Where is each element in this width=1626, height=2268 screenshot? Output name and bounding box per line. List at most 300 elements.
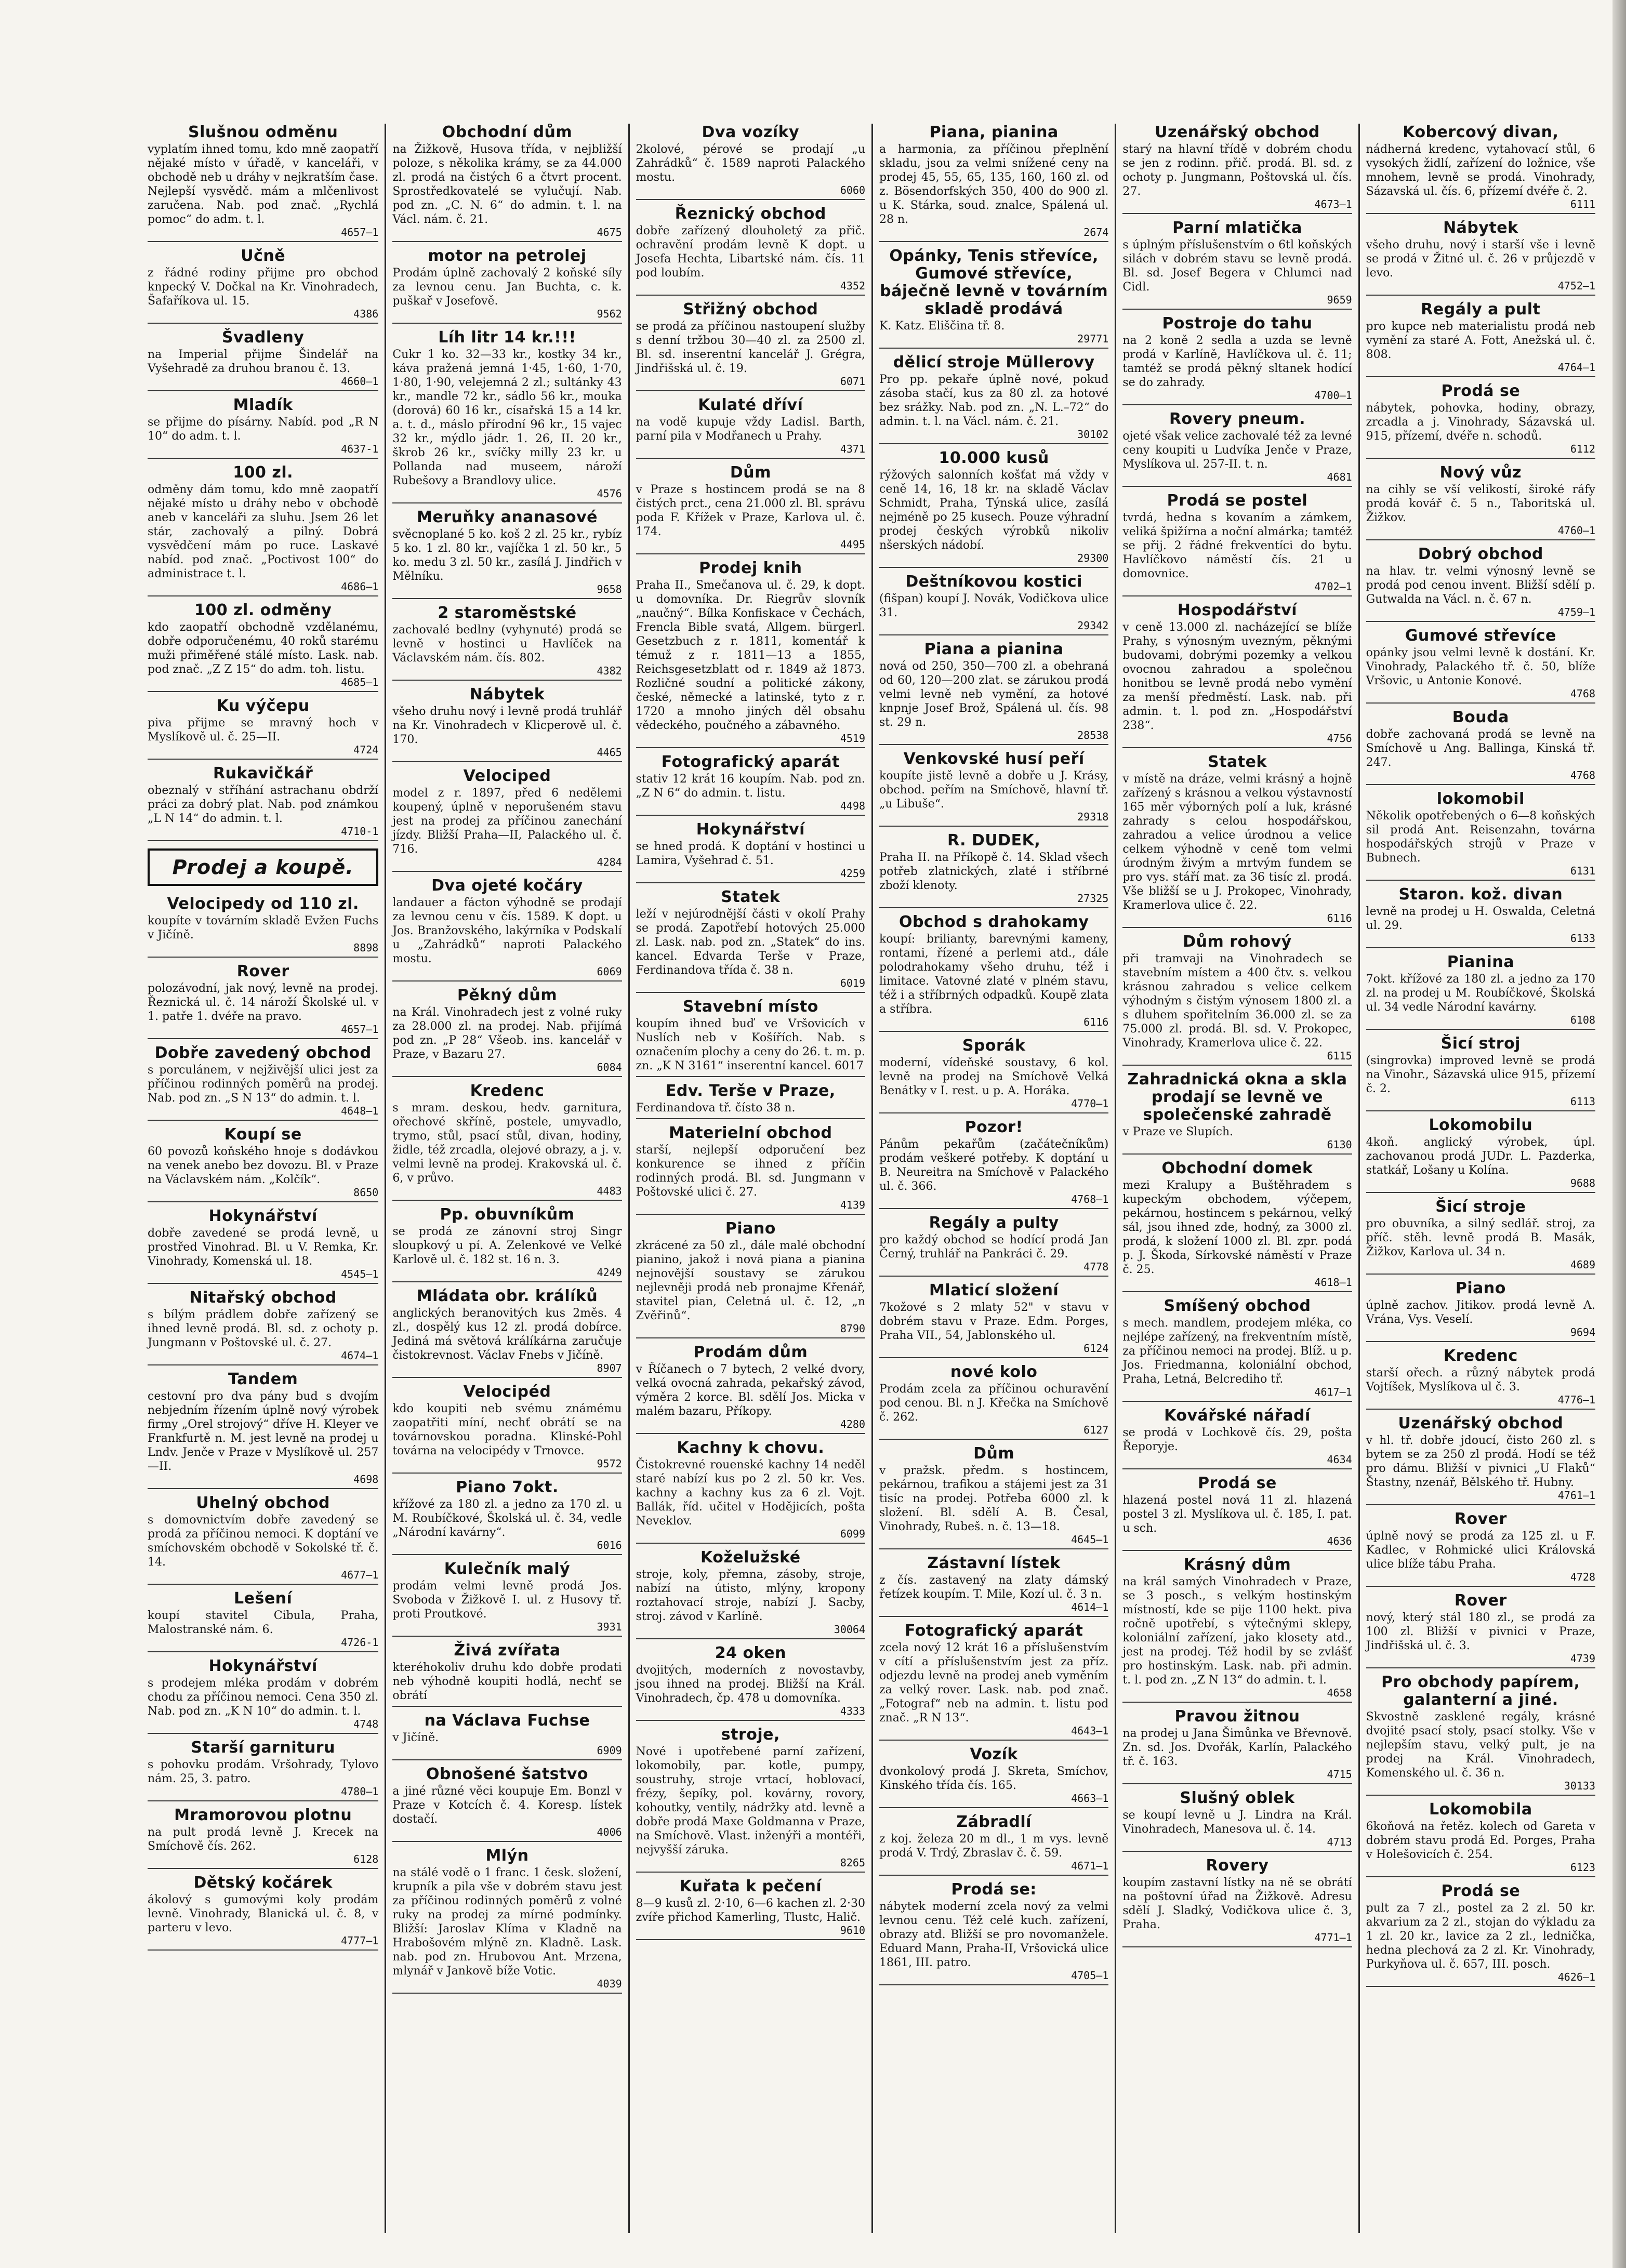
classified-ad: [392, 987, 622, 1077]
ad-text: dobře zařízený dlouholetý za přič. ochravění prodám levně K dopt. u Josefa Hechta, Libartské nám. čís. 11 pod loubím.: [636, 224, 865, 280]
ad-code: 4705—1: [1071, 1969, 1109, 1982]
classified-ad: [1366, 219, 1595, 296]
ad-text: z koj. železa 20 m dl., 1 m vys. levně prodá V. Trdý, Zbraslav č. č. 59.: [879, 1833, 1109, 1860]
classified-ad: [148, 1739, 378, 1801]
ad-text: cestovní pro dva pány bud s dvojím nebjedním řízením úplně nový výrobek firmy „Orel strojový“ dříve H. Kleyer ve Frankfurtě n. M. jest levně na prodej u Lndv. Jenče v Praze v Myslíkově ul. 257—II.: [148, 1390, 379, 1473]
ad-code: 4645—1: [1071, 1533, 1109, 1546]
classified-ad: [1366, 709, 1595, 785]
ad-code: 4752—1: [1557, 280, 1595, 292]
ad-title: Meruňky ananasové: [417, 508, 598, 526]
ad-title: 100 zl.: [233, 463, 294, 482]
ad-title: Smíšený obchod: [1164, 1297, 1311, 1315]
ad-code: 6060: [840, 184, 865, 196]
classified-ad: [148, 464, 378, 596]
ad-text: model z r. 1897, před 6 nedělemi koupený, úplně v neporušeném stavu jest na prodej za příčinou zanechání jízdy. Bližší Praha—II, Palackého ul. č. 716.: [392, 787, 622, 856]
ad-code: 4728: [1570, 1571, 1595, 1583]
ad-code: 4614—1: [1071, 1601, 1109, 1613]
ad-title: 10.000 kusů: [938, 449, 1049, 467]
ad-title: Materielní obchod: [669, 1124, 832, 1142]
column-5: [1115, 124, 1358, 2233]
column-3: [628, 124, 871, 2233]
classified-ad: [879, 124, 1108, 242]
ad-title: Rover: [236, 962, 289, 980]
ad-title: Rovery pneum.: [1169, 410, 1306, 428]
ad-code: 6127: [1083, 1424, 1109, 1436]
ad-text: levně na prodej u H. Oswalda, Celetná ul. 29.: [1366, 905, 1595, 932]
ad-text: na Imperial přijme Šindelář na Vyšehradě za druhou branou č. 13.: [148, 348, 379, 375]
classified-ad: [1366, 790, 1595, 881]
ad-text: se prodá ze zánovní stroj Singr sloupkový u pí. A. Zelenkové ve Velké Karlově ul. č. 182 st. 16 n. 3.: [392, 1225, 622, 1266]
ad-text: starší ořech. a různý nábytek prodá Vojtíšek, Myslíkova ul č. 3.: [1366, 1367, 1595, 1394]
classified-ad: [148, 1590, 378, 1652]
ad-code: 4006: [597, 1826, 622, 1838]
ad-title: Fotografický aparát: [905, 1622, 1083, 1640]
ad-code: 4715: [1327, 1768, 1352, 1781]
ad-code: 4710-1: [341, 825, 379, 838]
ad-text: na král samých Vinohradech v Praze, se 3 posch., s velkým hostinským místností, kde se pije 1100 hekt. piva ročně upotřebí, s výtečnými sklepy, koloniální zařízení, jako klosety atd., jest na prodej. Též hodil by se zvlášť pro hostinským. Lask. nab. při admin. t. l. pod zn. „Z N 13“ do admin. t. l.: [1122, 1575, 1352, 1687]
ad-title: Koupí se: [224, 1125, 302, 1144]
ad-title: Obnošené šatstvo: [426, 1765, 589, 1783]
ad-text: Praha II., Smečanova ul. č. 29, k dopt. u domovníka. Dr. Riegrův slovník „naučný“. Bílka Konfiskace v Čechách, Frencla Bible svatá, Allgem. bürgerl. Gesetzbuch z r. 1811, komentář k témuž z r. 1811—13 a 1855, Reichsgesetzblatt od r. 1849 až 1873. Rozličné soudní a politické zákony, české, německé a latinské, tyto z r. 1720 a mnoho jiných děl obsahu vědeckého, poučného a zábavného.: [636, 579, 865, 732]
ad-title: Vozík: [970, 1745, 1018, 1763]
ad-code: 4724: [353, 744, 379, 756]
ad-title: Slušný oblek: [1180, 1789, 1295, 1807]
ad-code: 4768—1: [1071, 1193, 1109, 1205]
ad-title: Uzenářský obchod: [1155, 124, 1320, 141]
ad-code: 4673—1: [1314, 198, 1352, 210]
ad-title: Slušnou odměnu: [188, 124, 338, 141]
classified-ad: [1366, 1801, 1595, 1877]
classified-ad: [1122, 1708, 1352, 1784]
ad-code: 6113: [1570, 1095, 1595, 1108]
ad-title: motor na petrolej: [428, 247, 587, 265]
ad-text: odměny dám tomu, kdo mně zaopatří nějaké místo u dráhy nebo v obchodě aneb v kanceláři za sluhu. Jsem 26 let stár, zachovalý a pilný. Dobrá vysvědčení mám po ruce. Laskavé nabíd. pod znač. „Poctivost 100“ do administrace t. l.: [148, 483, 379, 580]
ad-code: 4771—1: [1314, 1931, 1352, 1944]
ad-code: 6112: [1570, 443, 1595, 455]
classified-ad: [392, 877, 622, 982]
classified-ad: [1366, 124, 1595, 214]
classified-ad: [392, 767, 622, 872]
ad-title: Pro obchody papírem, galanterní a jiné.: [1381, 1673, 1580, 1709]
ad-text: piva přijme se mravný hoch v Myslíkově ul. č. 25—II.: [148, 717, 379, 744]
ad-text: a harmonia, za příčinou přeplnění skladu, jsou za velmi snížené ceny na prodej 45, 55, 65, 135, 160, 160 zl. od z. Bösendorfských 350, 400 do 900 zl. u K. Stárka, soud. znalce, Spálená ul. 28 n.: [879, 143, 1109, 226]
classified-ad: [392, 1479, 622, 1555]
ad-code: 2674: [1083, 226, 1109, 238]
classified-ad: [636, 1220, 865, 1338]
ad-text: v ceně 13.000 zl. nacházející se blíže Prahy, s výnosným uvezným, pěknými budovami, dobrými pozemky a velkou ovocnou zahradou a společnou honitbou se levně prodá nebo vymění za menší předměstí. Lask. nab. při admin. t. l. pod zn. „Hospodářství 238“.: [1122, 621, 1352, 732]
ad-title: Piano: [725, 1219, 776, 1238]
ad-text: nový, který stál 180 zl., se prodá za 100 zl. Bližší v pivnici v Praze, Jindřišská ul. č. 3.: [1366, 1611, 1595, 1652]
ad-title: Dobrý obchod: [1418, 545, 1543, 563]
ad-code: 4519: [840, 732, 865, 745]
classified-ad: [636, 396, 865, 459]
classified-ad: [636, 1549, 865, 1639]
ad-text: dobře zachovaná prodá se levně na Smíchově u Ang. Ballinga, Kinská tř. 247.: [1366, 728, 1595, 769]
ad-text: kdo koupiti neb svému známému zaopatřiti míní, nechť obrátí se na továrnovskou poradna. Klinské-Pohl továrna na velocipédy v Trnovce.: [392, 1402, 622, 1457]
ad-text: při tramvaji na Vinohradech se stavebním místem a 400 čtv. s. velkou krásnou zahradou s velice celkem výhodným s čistým výnosem 1800 zl. a s dluhem spořitelním 36.000 zl. se za 75.000 zl. prodá. Bl. sd. V. Prokopec, Vinohrady, Kramerlova ulice č. 22.: [1122, 952, 1352, 1050]
ad-title: Dva ojeté kočáry: [431, 877, 583, 895]
classified-ad: [392, 329, 622, 503]
classified-ad: [636, 560, 865, 748]
ad-title: Gumové střevíce: [1405, 627, 1556, 645]
classified-ad: [636, 821, 865, 883]
classified-ad: [636, 464, 865, 554]
ad-title: Piana, pianina: [929, 124, 1059, 141]
ad-title: Hokynářství: [208, 1657, 318, 1675]
classified-ad: [392, 1847, 622, 1994]
ad-code: 6123: [1570, 1861, 1595, 1874]
classified-ad: [392, 1766, 622, 1842]
ad-title: Prodá se:: [951, 1880, 1037, 1899]
ad-title: Rovery: [1206, 1856, 1269, 1875]
ad-text: stativ 12 krát 16 koupím. Nab. pod zn. „Z N 6“ do admin. t. listu.: [636, 773, 865, 800]
ad-code: 4760—1: [1557, 524, 1595, 537]
ad-text: se hned prodá. K doptání v hostinci u Lamira, Vyšehrad č. 51.: [636, 840, 865, 867]
ad-text: a jiné různé věci koupuje Em. Bonzl v Praze v Kotcích č. 4. Koresp. lístek dostačí.: [392, 1785, 622, 1826]
ad-text: koupím ihned buď ve Vršovicích v Nuslích neb v Košířích. Nab. s označením plochy a ceny do 26. t. m. p. zn. „K N 3161“ inserentní kancel. 6017: [636, 1017, 865, 1072]
ad-text: ákolový s gumovými koly prodám levně. Vinohrady, Blanická ul. č. 8, v parteru v levo.: [148, 1893, 379, 1934]
ad-code: 4498: [840, 800, 865, 812]
ad-code: 4700—1: [1314, 389, 1352, 402]
ad-text: moderní, vídeňské soustavy, 6 kol. levně na prodej na Smíchově Velká Benátky v I. rest. u p. A. Horáka.: [879, 1056, 1109, 1097]
ad-title: Řeznický obchod: [675, 205, 826, 223]
ad-code: 9694: [1570, 1326, 1595, 1338]
classified-ad: [1122, 1297, 1352, 1402]
ad-code: 4686—1: [341, 580, 379, 593]
classified-ad: [148, 1874, 378, 1951]
ad-text: Cukr 1 ko. 32—33 kr., kostky 34 kr., káva pražená jemná 1·45, 1·60, 1·70, 1·80, 1·90, velejemná 2 zl.; sultánky 43 kr., mandle 72 kr., sádlo 56 kr., mouka (dorová) 60 16 kr., císařská 15 a 14 kr. a. t. d., máslo přírodní 96 kr., 15 vajec 32 kr., mýdlo jádr. 1. 26, II. 20 kr., škrob 26 kr., svíčky milly 23 kr. u Pollanda nad museem, nároží Rubešovy a Brandlovy ulice.: [392, 348, 622, 487]
classified-ad: [636, 888, 865, 993]
ad-title: Nábytek: [1443, 219, 1518, 237]
ad-code: 9659: [1327, 294, 1352, 306]
ad-title: Prodá se: [1441, 1882, 1521, 1900]
classified-ad: [1366, 1035, 1595, 1111]
ad-code: 4636: [1327, 1535, 1352, 1547]
classified-ad: [636, 1726, 865, 1873]
ad-title: Opánky, Tenis střevíce, Gumové střevíce, báječně levně v továrním skladě prodává: [880, 247, 1108, 318]
ad-text: leží v nejúrodnější části v okolí Prahy se prodá. Zapotřebí hotových 25.000 zl. Lask. nab. pod zn. „Statek“ do ins. kancel. Edvarda Terše v Praze, Ferdinandova třída č. 38 n.: [636, 908, 865, 977]
ad-code: 4545—1: [341, 1268, 379, 1280]
ad-title: Lokomobilu: [1429, 1116, 1533, 1134]
ad-code: 4726-1: [341, 1636, 379, 1649]
classified-ad: [148, 247, 378, 324]
ad-text: křížové za 180 zl. a jedno za 170 zl. u M. Roubíčkové, Školská ul. č. 34, vedle „Národní kavárny“.: [392, 1498, 622, 1539]
ad-text: Praha II. na Příkopě č. 14. Sklad všech potřeb zlatnických, zlaté i stříbrné zboží klenoty.: [879, 851, 1109, 892]
classified-ad: [1122, 1160, 1352, 1292]
ad-title: Piano: [1455, 1279, 1506, 1297]
classified-ad: [1122, 1407, 1352, 1469]
ad-code: 6099: [840, 1528, 865, 1540]
ad-title: Lokomobila: [1429, 1800, 1532, 1819]
ad-code: 6131: [1570, 865, 1595, 877]
classified-ad: [879, 1119, 1108, 1209]
ad-code: 9658: [597, 583, 622, 595]
ad-title: Starší garnituru: [191, 1739, 335, 1757]
ad-text: s úplným příslušenstvím o 6tl koňských silách v dobrém stavu se levně prodá. Bl. sd. Josef Begera v Chlumci nad Cidl.: [1122, 238, 1352, 294]
classified-ad: [636, 1124, 865, 1215]
ad-title: Prodá se: [1198, 1474, 1277, 1492]
classified-ad: [1366, 1510, 1595, 1587]
classified-ad: [392, 686, 622, 762]
ad-text: úplně nový se prodá za 125 zl. u F. Kadlec, v Rohmické ulici Královská ulice blíže tábu Praha.: [1366, 1530, 1595, 1571]
ad-title: Deštníkovou kostici: [905, 573, 1082, 591]
ad-text: s bílým prádlem dobře zařízený se ihned levně prodá. Bl. sd. z ochoty p. Jungmann v Poštovské ul. č. 27.: [148, 1308, 379, 1349]
classified-ad: [392, 604, 622, 681]
ad-text: se koupí levně u J. Lindra na Král. Vinohradech, Manesova ul. č. 14.: [1122, 1809, 1352, 1836]
ad-text: na 2 koně 2 sedla a uzda se levně prodá v Karlíně, Havlíčkova ul. č. 11; tamtéž se prodá pěkný sltanek hodící se do zahrady.: [1122, 334, 1352, 389]
ad-code: 4259: [840, 867, 865, 880]
ad-title: Dětský kočárek: [193, 1874, 333, 1892]
ad-text: nábytek moderní zcela nový za velmi levnou cenu. Též celé kuch. zařízení, obrazy atd. Bližší se pro novomanžele. Eduard Mann, Praha-II, Vršovická ulice 1861, III. patro.: [879, 1900, 1109, 1969]
ad-text: na pult prodá levně J. Krecek na Smíchově čís. 262.: [148, 1826, 379, 1853]
ad-title: Zástavní lístek: [927, 1554, 1061, 1572]
ad-title: Mlaticí složení: [929, 1281, 1059, 1299]
ad-title: Mramorovou plotnu: [174, 1806, 352, 1824]
classified-ad: [1122, 1475, 1352, 1551]
ad-code: 4674—1: [341, 1349, 379, 1362]
ad-code: 4675: [597, 226, 622, 238]
ad-title: Kredenc: [1443, 1347, 1518, 1365]
ad-text: koupíte jistě levně a dobře u J. Krásy, obchod. peřím na Smíchově, hlavní tř. „u Libuše“.: [879, 770, 1109, 811]
ad-code: 4386: [353, 308, 379, 320]
classified-ad: [148, 1657, 378, 1734]
ad-title: 24 oken: [715, 1644, 786, 1662]
classified-ad: [1366, 1117, 1595, 1193]
ad-code: 4759—1: [1557, 606, 1595, 618]
ad-title: Obchodní domek: [1161, 1159, 1313, 1177]
ad-code: 6909: [597, 1744, 622, 1757]
ad-code: 6016: [597, 1539, 622, 1551]
classified-ad: [636, 1644, 865, 1721]
ad-text: 7okt. křížové za 180 zl. a jedno za 170 zl. na prodej u M. Roubíčkové, Školská ul. 34 vedle Národní kavárny.: [1366, 973, 1595, 1014]
ad-code: 6116: [1327, 912, 1352, 924]
ad-code: 6116: [1083, 1016, 1109, 1028]
ad-text: všeho druhu, nový i starší vše i levně se prodá v Žitné ul. č. 26 v průjezdě v levo.: [1366, 238, 1595, 280]
ad-text: s porculánem, v nejživější ulici jest za příčinou rodinných poměrů na prodej. Nab. pod zn. „S N 13“ do admin. t. l.: [148, 1064, 379, 1105]
ad-code: 4483: [597, 1185, 622, 1197]
ad-title: Uzenářský obchod: [1398, 1414, 1564, 1433]
classified-ad: [879, 1881, 1108, 1985]
classified-ad: [1366, 886, 1595, 948]
ad-code: 4778: [1083, 1261, 1109, 1273]
ad-code: 6115: [1327, 1050, 1352, 1062]
ad-title: Pěkný dům: [457, 986, 558, 1004]
classified-ad: [879, 247, 1108, 349]
ad-text: rýžových salonních košťat má vždy v ceně 14, 16, 18 kr. na skladě Václav Schmidt, Praha, Týnská ulice, zasílá nejméně po 25 kusech. Pouze výhradní prodej českých výrobků nikoliv nšerských nádobí.: [879, 469, 1109, 552]
classified-ad: [392, 1288, 622, 1378]
ad-title: Staron. kož. divan: [1398, 885, 1563, 904]
classified-ad: [879, 1445, 1108, 1549]
classified-ad: [148, 697, 378, 760]
ad-title: Zábradlí: [956, 1813, 1032, 1831]
ad-title: Dům: [730, 463, 771, 482]
ad-title: Nitařský obchod: [189, 1289, 337, 1307]
classified-ad: [636, 205, 865, 296]
classified-ad: [1366, 1280, 1595, 1342]
classified-ad: [636, 301, 865, 391]
classified-ad: [879, 573, 1108, 635]
ad-code: 6069: [597, 965, 622, 978]
ad-title: Nábytek: [469, 685, 545, 704]
ad-text: zcela nový 12 krát 16 a příslušenstvím v cítí a příslušenstvím jest za příz. odjezdu levně na prodej aneb vyměním za velký rover. Lask. nab. pod znač. „Fotograf“ neb na admin. t. listu pod znač. „R N 13“.: [879, 1641, 1109, 1725]
ad-text: na Žižkově, Husova třída, v nejbližší poloze, s několika krámy, se za 44.000 zl. prodá na čistých 6 a čtvrt procent. Sprostředkovatelé se vylučují. Nab. pod zn. „C. N. 6“ do admin. t. l. na Václ. nám. č. 21.: [392, 143, 622, 226]
classified-ad: [1366, 301, 1595, 377]
ad-text: Pro pp. pekaře úplně nové, pokud zásoba stačí, kus za 80 zl. za hotové bez srážky. Nab. pod zn. „N. L.–72“ do admin. t. l. na Václ. nám. č. 21.: [879, 373, 1109, 428]
ad-title: Šicí stroje: [1435, 1198, 1526, 1216]
classified-ad: [1366, 627, 1595, 704]
classified-ad: [1122, 1857, 1352, 1947]
ad-title: Piano 7okt.: [456, 1478, 559, 1496]
classified-ad: [1366, 1198, 1595, 1275]
ad-text: kdo zaopatří obchodně vzdělanému, dobře odporučenému, 40 roků starému muži přiměřené stálé místo. Lask. nab. pod znač. „Z Z 15“ do adm. toh. listu.: [148, 621, 379, 676]
ad-code: 29318: [1077, 811, 1109, 823]
classified-ad: [392, 1560, 622, 1637]
ad-text: v Říčanech o 7 bytech, 2 velké dvory, velká ovocná zahrada, pekařský závod, výměra 2 korce. Bl. sdělí Jos. Micka v malém bazaru, Příkopy.: [636, 1363, 865, 1418]
column-1: [141, 124, 385, 2233]
ad-title: Kredenc: [470, 1082, 545, 1100]
classified-ad: [1122, 1556, 1352, 1703]
ad-code: 4764—1: [1557, 361, 1595, 374]
ad-text: koupíte v továrním skladě Evžen Fuchs v Jičíně.: [148, 914, 379, 941]
ad-code: 6130: [1327, 1138, 1352, 1151]
ad-title: Uhelný obchod: [196, 1494, 330, 1512]
ad-text: svěcnoplané 5 ko. koš 2 zl. 25 kr., rybíz 5 ko. 1 zl. 80 kr., vajíčka 1 zl. 50 kr., 5 ko. medu 3 zl. 50 kr., zasílá J. Jindřich v Mělníku.: [392, 528, 622, 583]
classified-ad: [636, 1878, 865, 1940]
classified-ad: [879, 1813, 1108, 1876]
ad-code: 30133: [1564, 1780, 1595, 1792]
ad-code: 9688: [1570, 1177, 1595, 1189]
ad-title: Piana a pianina: [924, 640, 1064, 658]
ad-code: 4465: [597, 746, 622, 759]
ad-title: Pravou žitnou: [1174, 1707, 1300, 1726]
classified-ad: [1366, 546, 1595, 622]
ad-text: 8—9 kusů zl. 2·10, 6—6 kachen zl. 2·30 zvíře přichod Kamerling, Tlustc, Halič.: [636, 1897, 865, 1924]
ad-title: Líh litr 14 kr.!!!: [438, 328, 576, 347]
ad-code: 4768: [1570, 687, 1595, 700]
classified-ad: [392, 1383, 622, 1474]
classified-ad: [1366, 1882, 1595, 1987]
ad-code: 6071: [840, 375, 865, 388]
ad-code: 4039: [597, 1978, 622, 1990]
ad-text: stroje, koly, přemna, zásoby, stroje, nabízí na útisto, mlýny, kropony roztahovací stroje, nabízí J. Sacby, stroj. závod v Karlíně.: [636, 1568, 865, 1623]
ad-title: R. DUDEK,: [947, 831, 1041, 850]
classified-ad: [1122, 1789, 1352, 1852]
ad-title: Prodej knih: [699, 559, 802, 577]
ad-text: vyplatím ihned tomu, kdo mně zaopatří nějaké místo v úřadě, v kanceláři, v obchodě neb u dráhy v nejkratším čase. Nejlepší vysvědč. mám a mlčenlivost zaručena. Nab. pod znač. „Rychlá pomoc“ do adm. t. l.: [148, 143, 379, 226]
ad-title: Pp. obuvníkům: [440, 1205, 575, 1224]
ad-title: Pianina: [1447, 953, 1514, 971]
classified-ad: [148, 963, 378, 1039]
ad-title: Tandem: [228, 1370, 298, 1388]
ad-text: Skvostně zasklené regály, krásné dvojité psací stoly, psací stolky. Vše v nejlepším stavu, velký pult, je na prodej na Král. Vinohradech, Komenského ul. č. 36 n.: [1366, 1710, 1595, 1780]
ad-code: 4643—1: [1071, 1725, 1109, 1737]
classified-ad: [148, 329, 378, 391]
classified-ad: [879, 1363, 1108, 1440]
classified-ad: [879, 1555, 1108, 1617]
ad-text: se prodá za příčinou nastoupení služby s denní tržbou 30—40 zl. za 2500 zl. Bl. sd. inserentní kancelář J. Grégra, Jindřišská ul. č. 19.: [636, 320, 865, 375]
ad-title: dělicí stroje Müllerovy: [893, 353, 1095, 372]
ad-text: polozávodní, jak nový, levně na prodej. Řeznická ul. č. 14 nároží Školské ul. v 1. patře 1. dvéře na pravo.: [148, 982, 379, 1023]
ad-text: zkrácené za 50 zl., dále malé obchodní pianino, jakož i nová piana a pianina nejnovější soustavy se zárukou nejlevněji prodá neb pronajme Křenář, stavitel pian, Celetná ul. č. 12, „n Zvěřinů“.: [636, 1239, 865, 1322]
ad-code: 4698: [353, 1473, 379, 1486]
ad-title: Kulečník malý: [444, 1560, 571, 1578]
classified-ad: [1122, 124, 1352, 214]
ad-code: 4284: [597, 856, 622, 868]
ad-text: na Král. Vinohradech jest z volné ruky za 28.000 zl. na prodej. Nab. přijímá pod zn. „P 28“ Všeob. ins. kancelář v Praze, v Bazaru 27.: [392, 1006, 622, 1061]
ad-code: 8650: [353, 1186, 379, 1199]
classified-ad: [1122, 1071, 1352, 1155]
ad-title: Parní mlatička: [1172, 219, 1302, 237]
classified-ad: [636, 124, 865, 200]
ad-title: Krásný dům: [1183, 1556, 1291, 1574]
ad-text: 4koň. anglický výrobek, úpl. zachovanou prodá JUDr. L. Pazderka, statkář, Lošany u Kolína.: [1366, 1136, 1595, 1177]
ad-title: Regály a pulty: [929, 1214, 1059, 1232]
ad-code: 4634: [1327, 1453, 1352, 1466]
ad-text: v Praze s hostincem prodá se na 8 čistých prct., cena 21.000 zl. Bl. správu poda F. Křížek v Praze, Karlova ul. č. 174.: [636, 483, 865, 538]
ad-code: 4660—1: [341, 375, 379, 388]
classified-ad: [1366, 464, 1595, 540]
ad-code: 4689: [1570, 1258, 1595, 1271]
ad-title: Živá zvířata: [454, 1641, 561, 1660]
ad-text: (singrovka) improved levně se prodá na Vinohr., Sázavská ulice 915, přízemí č. 2.: [1366, 1054, 1595, 1095]
classified-ad: [148, 396, 378, 459]
ad-code: 4280: [840, 1418, 865, 1430]
ad-text: starý na hlavní třídě v dobrém chodu se jen z rodinn. přič. prodá. Bl. sd. z ochoty p. Jungmann, Poštovská ul. čís. 27.: [1122, 143, 1352, 198]
ad-title: Postroje do tahu: [1162, 314, 1313, 333]
ad-text: z čís. zastavený na zlaty dámský řetízek koupím. T. Mile, Kozí ul. č. 3 n.: [879, 1574, 1109, 1601]
classified-ad: [392, 1712, 622, 1760]
ad-text: opánky jsou velmi levně k dostání. Kr. Vinohrady, Palackého tř. č. 50, blíže Vršovic, u Antonie Konové.: [1366, 646, 1595, 687]
ad-text: 7kožové s 2 mlaty 52" v stavu v dobrém stavu v Praze. Edm. Porges, Praha VII., 54, Jablonského ul.: [879, 1301, 1109, 1342]
classified-ad: [392, 1642, 622, 1707]
ad-title: Prodá se: [1441, 382, 1521, 400]
classified-ad: [148, 895, 378, 958]
ad-text: na cihly se vší velikostí, široké ráfy prodá kovář č. 5 n., Taboritská ul. Žižkov.: [1366, 483, 1595, 524]
ad-text: Nové i upotřebené parní zařízení, lokomobily, par. kotle, pumpy, soustruhy, stroje vrtací, hoblovací, frézy, šepíky, pol. kovárny, rovory, kohoutky, ventily, nádržky atd. levně a dobře prodá Maxe Goldmanna v Praze, na Smíchově. Vlast. inženýři a montéři, nejvyšší záruka.: [636, 1745, 865, 1856]
classified-ad: [392, 124, 622, 242]
ad-text: pult za 7 zl., postel za 2 zl. 50 kr. akvarium za 2 zl., stojan do výkladu za 1 zl. 20 kr., lavice za 2 zl., lednička, hedna plechová za 2 zl. Kr. Vinohrady, Purkyňova ul. č. 657, III. posch.: [1366, 1902, 1595, 1971]
ad-code: 4618—1: [1314, 1276, 1352, 1289]
ad-code: 6019: [840, 977, 865, 989]
ad-title: Kobercový divan,: [1403, 124, 1559, 141]
classified-ad: [636, 1439, 865, 1544]
column-2: [385, 124, 628, 2233]
ad-text: se přijme do písárny. Nabíd. pod „R N 10“ do adm. t. l.: [148, 416, 379, 443]
ad-text: dobře zavedené se prodá levně, u prostřed Vinohrad. Bl. u V. Remka, Kr. Vinohrady, Komenská ul. 18.: [148, 1227, 379, 1268]
ad-code: 3931: [597, 1621, 622, 1633]
classified-ad: [392, 509, 622, 599]
ad-title: nové kolo: [950, 1363, 1038, 1381]
ad-text: koupí: brilianty, barevnými kameny, rontami, řízené a perlemi atd., dále polodrahokamy všeho druhu, též i limitace. Vatovné zlaté v plném stavu, též i a stříbrných odpadků. Koupě zlata a stříbra.: [879, 933, 1109, 1016]
ad-title: Nový vůz: [1439, 463, 1522, 482]
ad-code: 4352: [840, 280, 865, 292]
ad-title: Dům rohový: [1183, 933, 1292, 951]
classified-ad: [148, 1371, 378, 1489]
classified-ad: [1366, 1592, 1595, 1668]
classified-ad: [1122, 219, 1352, 310]
ad-code: 4657—1: [341, 1023, 379, 1036]
ad-title: Střižný obchod: [683, 300, 818, 319]
ad-code: 8790: [840, 1322, 865, 1335]
ad-code: 4658: [1327, 1687, 1352, 1699]
ad-title: Učně: [241, 247, 286, 265]
page-edge-shadow: [1612, 0, 1626, 2268]
classified-ad: [148, 602, 378, 692]
ad-title: Koželužské: [700, 1548, 801, 1567]
ad-code: 4626—1: [1557, 1971, 1595, 1983]
ad-title: Regály a pult: [1421, 300, 1541, 319]
ad-text: pro každý obchod se hodící prodá Jan Černý, truhlář na Pankráci č. 29.: [879, 1234, 1109, 1261]
